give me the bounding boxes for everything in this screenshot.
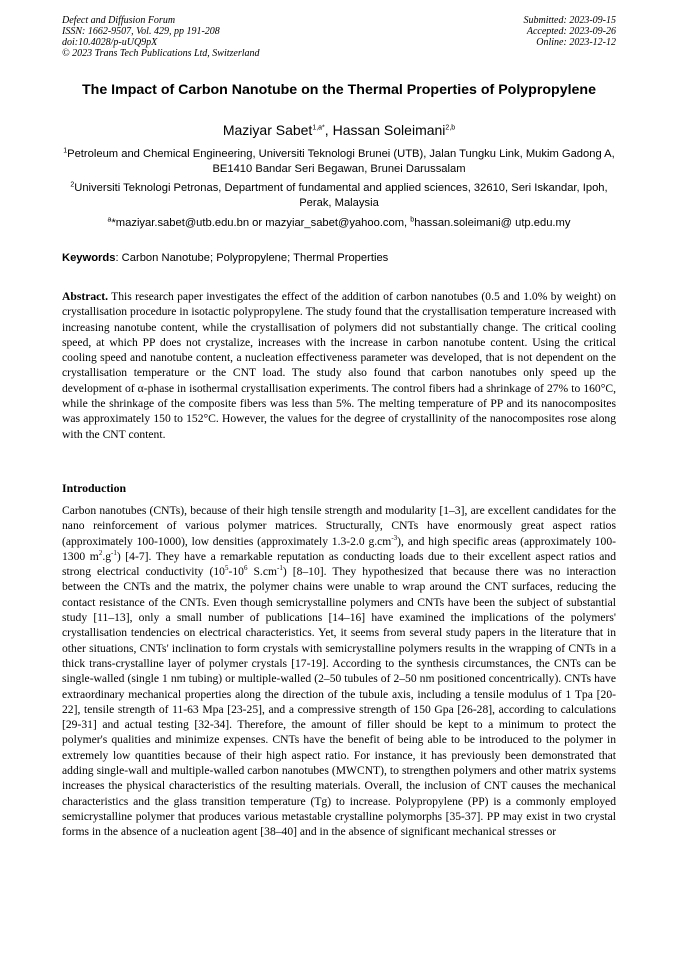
body-text: .g xyxy=(102,549,112,563)
introduction-paragraph xyxy=(62,503,616,840)
author-emails xyxy=(62,216,616,231)
journal-doi: doi:10.4028/p-uUQ9pX xyxy=(62,37,158,48)
author-line xyxy=(62,121,616,139)
abstract-text: This research paper investigates the effect of the addition of carbon nanotubes (0.5 and 1.0% by weight) on crystallisation procedure in isotactic polypropylene. The study found that the crystallisation temperature increased with increasing nanotube content, while the crystallisation of polymers did not substantially change. The critical cooling speed, at which PP does not crystalize, increases with the increase in carbon nanotube content. Using the critical cooling speed and nanotube content, a nucleation effectiveness parameter was developed, that is not dependent on the crystallisation temperature or the CNT load. The study also found that carbon nanotubes only speed up the development of α-phase in isothermal crystallisation experiments. The control fibers had a shrinkage of 27% to 160°C, while the shrinkage of the composite fibers was less than 5%. The melting temperature of PP and its nanocomposites was approximately 150 to 152°C. However, the values for the degree of crystallinity of the nanocomposites rose along with the CNT content. xyxy=(62,290,616,441)
affiliation-marker: 1 xyxy=(63,147,68,155)
journal-issn: ISSN: 1662-9507, Vol. 429, pp 191-208 xyxy=(62,26,220,37)
accepted-date: Accepted: 2023-09-26 xyxy=(526,26,616,37)
paper-title: The Impact of Carbon Nanotube on the Thermal Properties of Polypropylene xyxy=(82,82,596,98)
email-marker: a xyxy=(107,216,112,224)
author-superscript: 1,a* xyxy=(312,124,325,132)
journal-copyright: © 2023 Trans Tech Publications Ltd, Switzerland xyxy=(62,48,260,59)
body-text: ) [4-7]. They have a remarkable reputation as conducting loads due to their excellent aspect ratios and strong electrical conductivity (10 xyxy=(62,549,616,579)
author-name: Maziyar Sabet xyxy=(222,122,313,138)
section-heading-introduction: Introduction xyxy=(62,481,127,495)
affiliation-text: Petroleum and Chemical Engineering, Universiti Teknologi Brunei (UTB), Jalan Tungku Link, Mukim Gadong A, BE1410 Bandar Seri Begawan, Brunei Darussalam xyxy=(67,148,615,175)
submission-dates xyxy=(524,15,617,48)
author-name: Hassan Soleimani xyxy=(332,122,446,138)
affiliation-marker: 2 xyxy=(70,181,75,189)
submitted-date: Submitted: 2023-09-15 xyxy=(523,15,616,26)
email-marker: b xyxy=(410,216,415,224)
affiliation-2 xyxy=(62,181,616,210)
journal-name: Defect and Diffusion Forum xyxy=(62,15,176,26)
keywords-label: Keywords xyxy=(62,252,116,264)
body-text: Carbon nanotubes (CNTs), because of their high tensile strength and modularity [1–3], are excellent candidates for the nano reinforcement of various polymer matrices. Structurally, CNTs have enormously great aspect ratios (approximately 100-1000), low densities (approximately 1.3-2.0 g.cm xyxy=(62,504,616,548)
author-separator: , xyxy=(324,122,333,138)
abstract-label: Abstract. xyxy=(62,290,109,303)
superscript: 6 xyxy=(243,564,248,573)
superscript: -3 xyxy=(391,533,398,542)
email-text: *maziyar.sabet@utb.edu.bn or mazyiar_sabet@yahoo.com, xyxy=(111,217,411,229)
superscript: 2 xyxy=(98,549,103,558)
email-text: hassan.soleimani@ utp.edu.my xyxy=(414,217,571,229)
journal-info xyxy=(62,15,260,59)
body-text: ) [8–10]. They hypothesized that because there was no interaction between the CNTs and the matrix, the polymer chains were unable to wrap around the CNT surfaces, reducing the contact resistance of the CNTs. Even though semicrystalline polymers and CNTs have been the subject of substantial study [11–13], only a small number of publications [14–16] have examined the implications of the polymers' crystallisation tendencies on electrical characteristics. Yet, it seems from several study papers in the literature that in other situations, CNTs' inclination to form crystals with semicrystalline polymers results in the wrapping of CNTs in a thick trans-crystalline layer of polymer crystals [17-19]. According to the synthesis circumstances, the CNTs can be single-walled (single 1 nm tubing) or multiple-walled (2–50 tubules of 2–50 nm positioned concentrically). CNTs have extraordinary mechanical properties along the direction of the tubule axis, including a tensile modulus of 1 Tpa [20-22], tensile strength of 11-63 Mpa [23-25], and a compressive strength of 150 Gpa [26-28], according to calculations [29-31] and actual testing [32-34]. Therefore, the amount of filler should be kept to a minimum to protect the polymer's qualities and minimize expenses. CNTs have the benefit of being able to be introduced to the polymer in extremely low quantities because of their high aspect ratio. For instance, it has previously been demonstrated that adding single-wall and multiple-walled carbon nanotubes (MWCNT), to strengthen polymers and other matrix systems increases the physical characteristics of the resulting materials. Overall, the inclusion of CNT causes the mechanical characteristics and the glass transition temperature (Tg) to increase. Polypropylene (PP) is a commonly employed semicrystalline polymer that produces various metastable crystalline polymorphs [35-37]. PP may exist in two crystal forms in the absence of a nucleation agent [38–40] and in the absence of significant mechanical stresses or xyxy=(62,565,616,839)
abstract-paragraph xyxy=(62,289,616,442)
keywords-text: : Carbon Nanotube; Polypropylene; Thermal Properties xyxy=(115,252,389,264)
superscript: -1 xyxy=(111,549,117,558)
superscript: 5 xyxy=(224,564,229,573)
keywords-line xyxy=(62,251,616,265)
superscript: -1 xyxy=(276,564,283,573)
affiliation-1 xyxy=(62,147,616,176)
author-superscript: 2,b xyxy=(445,124,456,132)
body-text: -10 xyxy=(228,565,244,579)
affiliation-text: Universiti Teknologi Petronas, Department of fundamental and applied sciences, 32610, Seri Iskandar, Ipoh, Perak, Malaysia xyxy=(74,182,608,209)
body-text: ), and high specific areas (approximately 100-1300 m xyxy=(62,534,616,563)
online-date: Online: 2023-12-12 xyxy=(536,37,616,48)
body-text: S.cm xyxy=(247,565,277,579)
